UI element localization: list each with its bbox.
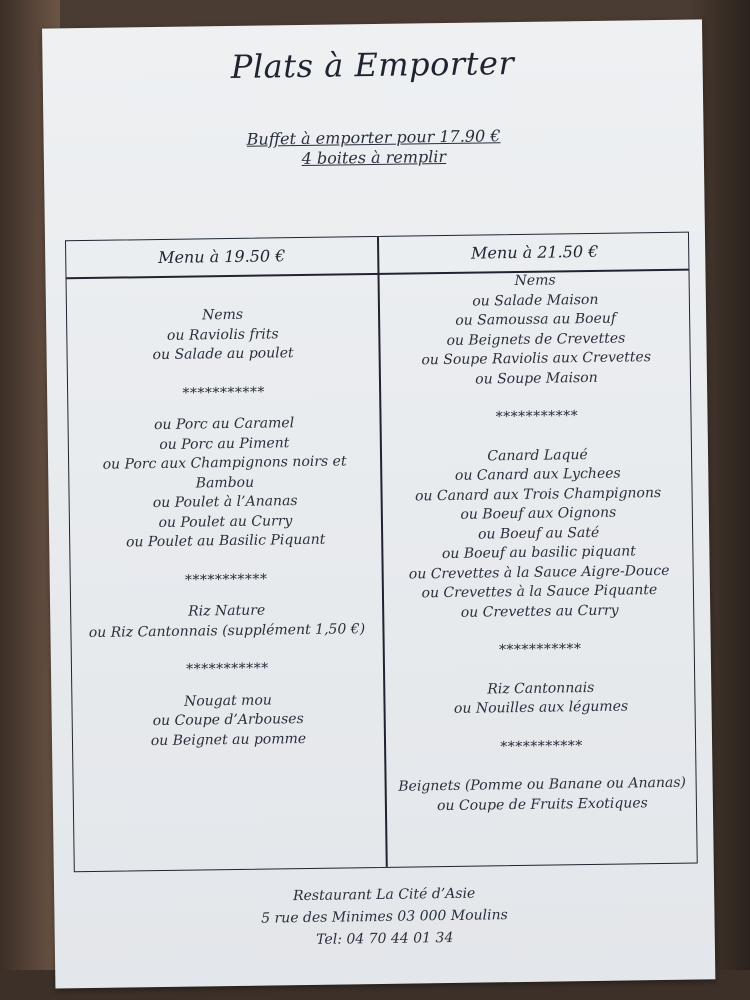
buffet-price-line: Buffet à emporter pour 17.90 €: [246, 126, 501, 149]
menu-item: ou Salade Maison: [472, 291, 599, 310]
menu-item: ou Beignets de Crevettes: [446, 329, 626, 349]
menu-item: Nougat mou: [183, 691, 272, 710]
menu-item: ou Poulet au Curry: [158, 512, 293, 531]
menu-item: ou Raviolis frits: [166, 325, 279, 344]
menu-1950-header: Menu à 19.50 €: [157, 246, 286, 268]
menu-sheet: [42, 19, 715, 988]
menu-item: Nems: [514, 272, 556, 290]
menu-item: Riz Cantonnais: [487, 679, 595, 697]
menu-item: Canard Laqué: [487, 446, 588, 464]
menu-item: ou Crevettes au Curry: [460, 602, 619, 621]
menu-item: Bambou: [195, 474, 255, 492]
menu-item: ou Boeuf aux Oignons: [460, 504, 617, 523]
menu-item: ou Porc au Piment: [159, 434, 290, 453]
buffet-subtitle: [43, 123, 703, 172]
restaurant-name: Restaurant La Cité d’Asie: [292, 885, 476, 905]
menu-item: ou Soupe Raviolis aux Crevettes: [421, 349, 652, 369]
menu-item: Riz Nature: [188, 602, 266, 620]
menu-item: ou Porc aux Champignons noirs et: [102, 453, 347, 473]
course-separator: ***********: [186, 660, 269, 678]
menu-item: Beignets (Pomme ou Banane ou Ananas): [398, 774, 687, 795]
menu-item: ou Soupe Maison: [475, 369, 598, 388]
restaurant-phone: Tel: 04 70 44 01 34: [316, 929, 454, 948]
buffet-boxes-line: 4 boites à remplir: [301, 146, 447, 168]
menu-item: ou Samoussa au Boeuf: [455, 310, 617, 329]
course-separator: ***********: [184, 571, 268, 589]
restaurant-footer: [54, 879, 715, 954]
course-separator: ***********: [500, 737, 583, 755]
course-separator: ***********: [498, 641, 582, 659]
menu-2150-items: [379, 270, 698, 817]
menu-1950-items: [67, 304, 384, 752]
menu-item: ou Salade au poulet: [152, 345, 294, 364]
menu-item: Nems: [201, 306, 244, 324]
menu-item: ou Poulet à l’Ananas: [152, 493, 298, 512]
menu-table: [65, 232, 698, 873]
restaurant-address: 5 rue des Minimes 03 000 Moulins: [261, 907, 508, 927]
menu-item: ou Porc au Caramel: [153, 415, 295, 434]
menu-item: ou Canard aux Trois Champignons: [414, 484, 662, 504]
menu-item: ou Beignet au pomme: [150, 730, 307, 749]
menu-item: ou Boeuf au Saté: [477, 524, 600, 543]
menu-item: ou Canard aux Lychees: [454, 465, 621, 484]
page-title: Plats à Emporter: [230, 44, 515, 86]
course-separator: ***********: [495, 408, 579, 426]
menu-item: ou Nouilles aux légumes: [453, 698, 629, 717]
menu-item: ou Crevettes à la Sauce Piquante: [421, 582, 658, 602]
menu-item: ou Coupe d’Arbouses: [152, 711, 304, 730]
menu-item: ou Poulet au Basilic Piquant: [125, 531, 326, 551]
menu-2150-header: Menu à 21.50 €: [470, 241, 599, 263]
menu-item: ou Boeuf au basilic piquant: [441, 543, 636, 563]
course-separator: ***********: [182, 384, 265, 402]
menu-item: ou Crevettes à la Sauce Aigre-Douce: [408, 562, 670, 583]
menu-item: ou Coupe de Fruits Exotiques: [436, 794, 648, 814]
menu-item: ou Riz Cantonnais (supplément 1,50 €): [88, 620, 366, 641]
